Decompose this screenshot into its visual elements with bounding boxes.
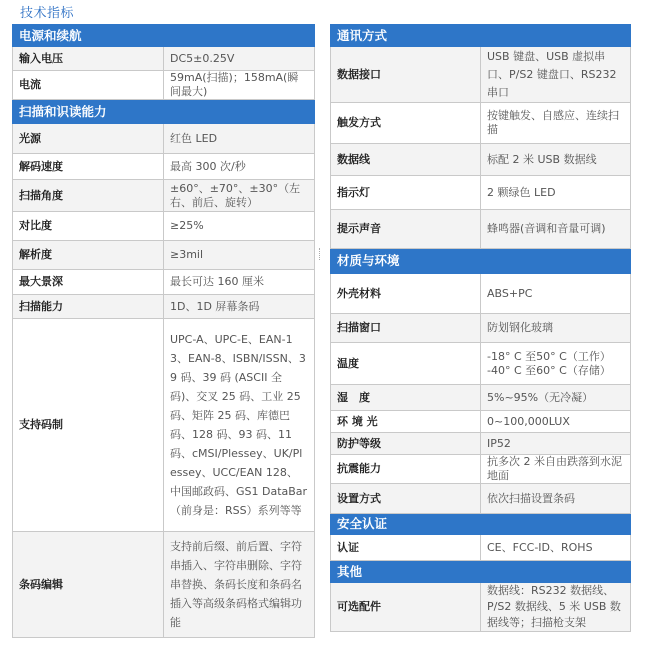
spec-value: ABS+PC [481, 274, 631, 314]
spec-key: 条码编辑 [13, 532, 164, 638]
spec-value: UPC-A、UPC-E、EAN-13、EAN-8、ISBN/ISSN、39 码、39 码 (ASCII 全码)、交叉 25 码、工业 25 码、矩阵 25 码、库德巴码、128 码、93 码、11 码、cMSI/Plessey、UK/Plessey、UCC/EAN 128、中国邮政码、GS1 DataBar（前身是：RSS）系列等等 [164, 319, 315, 532]
spec-row-indicator [331, 176, 631, 210]
spec-value: 数据线：RS232 数据线、P/S2 数据线、5 米 USB 数据线等；扫描枪支架 [481, 583, 631, 632]
spec-value: 按键触发、自感应、连续扫描 [481, 103, 631, 144]
spec-key: 数据线 [331, 144, 481, 176]
spec-key: 环 境 光 [331, 411, 481, 433]
spec-row-configuration [331, 484, 631, 514]
spec-value: 依次扫描设置条码 [481, 484, 631, 514]
spec-key: 防护等级 [331, 433, 481, 455]
spec-key: 输入电压 [13, 47, 164, 71]
spec-row-accessories [331, 583, 631, 632]
spec-row-ip-rating [331, 433, 631, 455]
spec-row-scan-window [331, 314, 631, 343]
spec-value: -18° C 至50° C（工作） -40° C 至60° C（存储） [481, 343, 631, 385]
section-header-other: 其他 [331, 561, 631, 583]
spec-row-depth-of-field [13, 270, 315, 295]
spec-value: 2 颗绿色 LED [481, 176, 631, 210]
spec-value: 标配 2 米 USB 数据线 [481, 144, 631, 176]
spec-row-temperature [331, 343, 631, 385]
spec-key: 解码速度 [13, 154, 164, 180]
spec-key: 扫描能力 [13, 295, 164, 319]
spec-value: 防划钢化玻璃 [481, 314, 631, 343]
spec-key: 扫描角度 [13, 180, 164, 212]
left-spec-column [12, 24, 315, 638]
spec-value: ±60°、±70°、±30°（左右、前后、旋转） [164, 180, 315, 212]
spec-row-contrast [13, 212, 315, 241]
spec-key: 湿 度 [331, 385, 481, 411]
spec-key: 触发方式 [331, 103, 481, 144]
left-spec-table [12, 24, 315, 638]
spec-row-light-source [13, 124, 315, 154]
spec-row-trigger-mode [331, 103, 631, 144]
section-header-material: 材质与环境 [331, 249, 631, 274]
column-divider-mark [319, 248, 323, 260]
spec-value: USB 键盘、USB 虚拟串口、P/S2 键盘口、RS232 串口 [481, 47, 631, 103]
right-spec-table [330, 24, 631, 632]
spec-row-beeper [331, 210, 631, 249]
spec-value: 0~100,000LUX [481, 411, 631, 433]
spec-value: 抗多次 2 米自由跌落到水泥地面 [481, 455, 631, 484]
spec-value: 1D、1D 屏幕条码 [164, 295, 315, 319]
spec-value: 59mA(扫描)；158mA(瞬间最大) [164, 71, 315, 100]
section-header-communication: 通讯方式 [331, 25, 631, 47]
spec-key: 对比度 [13, 212, 164, 241]
spec-row-certification [331, 535, 631, 561]
spec-key: 外壳材料 [331, 274, 481, 314]
spec-row-resolution [13, 241, 315, 270]
spec-value: IP52 [481, 433, 631, 455]
spec-row-housing [331, 274, 631, 314]
spec-row-drop-resistance [331, 455, 631, 484]
spec-key: 支持码制 [13, 319, 164, 532]
spec-row-decode-speed [13, 154, 315, 180]
spec-row-scan-capability [13, 295, 315, 319]
spec-row-barcode-editing [13, 532, 315, 638]
right-spec-column [330, 24, 631, 632]
spec-row-symbologies [13, 319, 315, 532]
spec-key: 数据接口 [331, 47, 481, 103]
spec-key: 温度 [331, 343, 481, 385]
spec-row-current [13, 71, 315, 100]
spec-key: 可选配件 [331, 583, 481, 632]
spec-value: 最高 300 次/秒 [164, 154, 315, 180]
spec-key: 指示灯 [331, 176, 481, 210]
section-header-power: 电源和续航 [13, 25, 315, 47]
spec-value: DC5±0.25V [164, 47, 315, 71]
spec-key: 电流 [13, 71, 164, 100]
spec-row-humidity [331, 385, 631, 411]
spec-value: 5%~95%（无冷凝） [481, 385, 631, 411]
spec-value: 支持前后缀、前后置、字符串插入、字符串删除、字符串替换、条码长度和条码名插入等高级条码格式编辑功能 [164, 532, 315, 638]
spec-value: 最长可达 160 厘米 [164, 270, 315, 295]
spec-row-scan-angle [13, 180, 315, 212]
spec-row-ambient-light [331, 411, 631, 433]
spec-key: 解析度 [13, 241, 164, 270]
spec-key: 提示声音 [331, 210, 481, 249]
spec-value: ≥3mil [164, 241, 315, 270]
spec-key: 认证 [331, 535, 481, 561]
spec-row-data-cable [331, 144, 631, 176]
spec-row-interface [331, 47, 631, 103]
spec-value: ≥25% [164, 212, 315, 241]
spec-key: 抗震能力 [331, 455, 481, 484]
spec-row-input-voltage [13, 47, 315, 71]
spec-key: 最大景深 [13, 270, 164, 295]
spec-key: 设置方式 [331, 484, 481, 514]
spec-key: 光源 [13, 124, 164, 154]
spec-key: 扫描窗口 [331, 314, 481, 343]
page-title: 技术指标 [20, 6, 75, 21]
spec-value: 蜂鸣器(音调和音量可调) [481, 210, 631, 249]
spec-value: 红色 LED [164, 124, 315, 154]
section-header-scanning: 扫描和识读能力 [13, 100, 315, 124]
section-header-certification: 安全认证 [331, 514, 631, 535]
spec-value: CE、FCC-ID、ROHS [481, 535, 631, 561]
